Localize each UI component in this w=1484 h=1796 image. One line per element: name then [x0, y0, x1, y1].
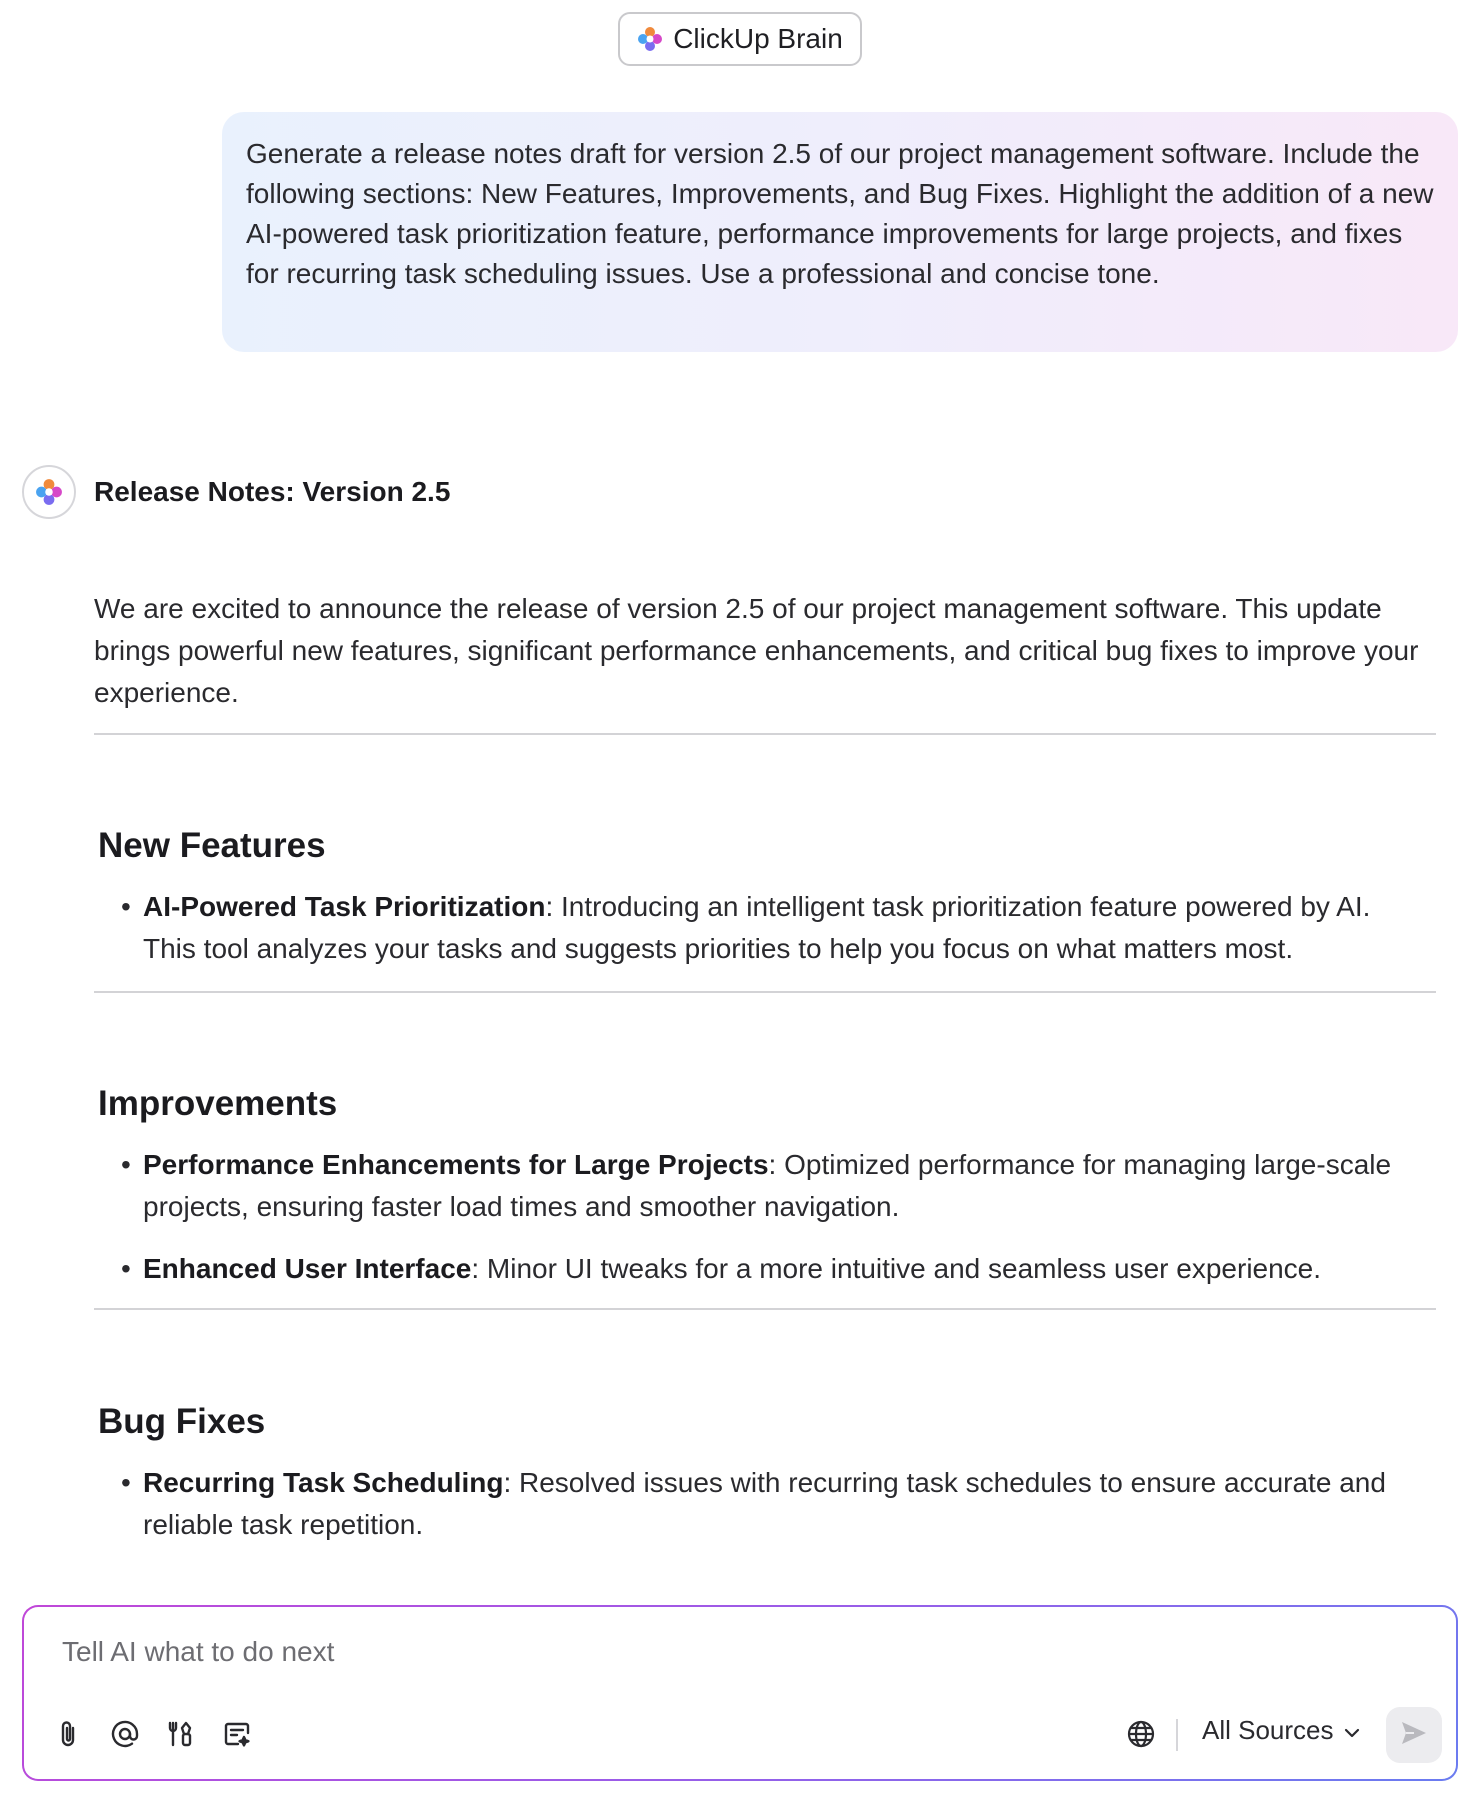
section-heading-improvements: Improvements [98, 1084, 338, 1123]
response-title: Release Notes: Version 2.5 [94, 476, 451, 507]
list-item-text: : Optimized performance for managing large-scale projects, ensuring faster load times and smoother navigation. [143, 1149, 1392, 1222]
list-item-title: Performance Enhancements for Large Projects [143, 1149, 769, 1180]
globe-icon[interactable] [1124, 1717, 1158, 1751]
send-icon [1399, 1719, 1429, 1752]
user-prompt-bubble: Generate a release notes draft for version 2.5 of our project management software. Include the following sections: New Features, Improvements, and Bug Fixes. Highlight the addition of a new AI-powered task prioritization feature, performance improvements for large projects, and fixes for recurring task scheduling issues. Use a professional and concise tone. [222, 112, 1458, 352]
section-heading-new-features: New Features [98, 826, 326, 865]
composer-body [24, 1607, 1456, 1779]
divider [94, 991, 1436, 993]
tools-icon[interactable] [164, 1717, 198, 1751]
sources-label: All Sources [1202, 1715, 1334, 1745]
list-item-title: Enhanced User Interface [143, 1253, 472, 1284]
list-item-text: : Introducing an intelligent task prioritization feature powered by AI. This tool analyzes your tasks and suggests priorities to help you focus on what matters most. [143, 891, 1371, 964]
toolbar-divider [1176, 1719, 1178, 1751]
ai-note-icon[interactable] [220, 1717, 254, 1751]
ai-composer [22, 1605, 1458, 1781]
list-item [143, 1144, 1403, 1228]
response-intro: We are excited to announce the release of version 2.5 of our project management software. This update brings powerful new features, significant performance enhancements, and critical bug fixes to improve your experience. [94, 593, 1419, 708]
sources-dropdown[interactable] [1202, 1715, 1360, 1746]
divider [94, 1308, 1436, 1310]
list-item-text: : Minor UI tweaks for a more intuitive and seamless user experience. [471, 1253, 1322, 1284]
list-item [143, 886, 1403, 970]
clickup-brain-logo-icon [35, 478, 63, 506]
section-heading-bug-fixes: Bug Fixes [98, 1402, 266, 1441]
mention-icon[interactable] [108, 1717, 142, 1751]
divider [94, 733, 1436, 735]
list-item-title: AI-Powered Task Prioritization [143, 891, 546, 922]
list-item [143, 1248, 1403, 1290]
list-item [143, 1462, 1403, 1546]
list-item-text: : Resolved issues with recurring task schedules to ensure accurate and reliable task repetition. [143, 1467, 1386, 1540]
ai-prompt-input[interactable] [60, 1635, 1364, 1669]
clickup-brain-logo-icon [637, 26, 663, 52]
send-button[interactable] [1386, 1707, 1442, 1763]
ai-avatar [22, 465, 76, 519]
header-title: ClickUp Brain [673, 23, 843, 54]
chevron-down-icon [1344, 1715, 1360, 1746]
clickup-brain-header[interactable] [618, 12, 862, 66]
attach-icon[interactable] [52, 1717, 86, 1751]
list-item-title: Recurring Task Scheduling [143, 1467, 504, 1498]
